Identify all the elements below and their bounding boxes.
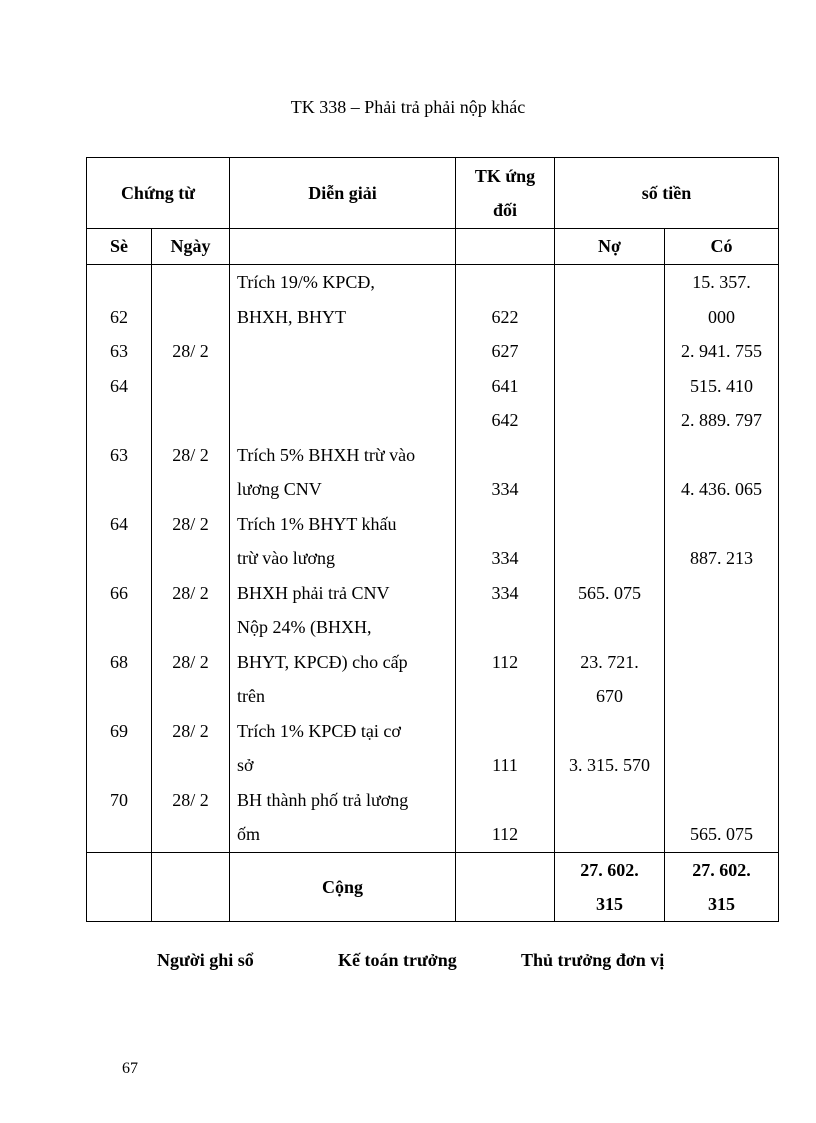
total-no	[555, 852, 665, 921]
page-title: TK 338 – Phải trả phải nộp khác	[290, 97, 526, 117]
column-ngay	[152, 265, 230, 853]
no-line	[555, 507, 664, 542]
column-tk	[456, 265, 555, 853]
so-line: 62	[110, 306, 128, 327]
ngay-line: 28/ 2	[172, 444, 209, 465]
tk-line: 112	[491, 824, 519, 844]
so-line: 66	[110, 582, 128, 603]
dien-giai-line: BHXH, BHYT	[237, 306, 347, 327]
so-line: 69	[110, 720, 128, 741]
so-line	[87, 403, 151, 438]
tk-line: 111	[492, 755, 518, 775]
no-lines	[555, 265, 664, 852]
column-so	[87, 265, 152, 853]
co-lines	[665, 265, 778, 852]
ngay-line	[152, 610, 229, 645]
dien-giai-line: BHYT, KPCĐ) cho cấp	[237, 651, 408, 672]
co-line: 515. 410	[690, 375, 753, 396]
so-line: 64	[110, 375, 128, 396]
co-line: 2. 941. 755	[681, 341, 762, 361]
so-line: 64	[110, 513, 128, 534]
ngay-line	[152, 403, 229, 438]
no-line	[555, 369, 664, 404]
dien-giai-line: BHXH phải trả CNV	[237, 582, 390, 603]
tk-line: 627	[491, 341, 519, 361]
co-line	[665, 438, 778, 473]
co-line	[665, 748, 778, 783]
tk-line: 112	[491, 651, 519, 672]
tk-line	[456, 714, 554, 749]
no-line	[555, 783, 664, 818]
no-line	[555, 438, 664, 473]
ngay-line	[152, 369, 229, 404]
no-line	[555, 541, 664, 576]
dien-giai-line: BH thành phố trả lương	[237, 789, 409, 810]
ngay-line: 28/ 2	[172, 341, 209, 361]
tk-lines	[456, 265, 554, 852]
tk-line	[456, 438, 554, 473]
column-dien-giai	[230, 265, 456, 853]
co-line: 000	[708, 306, 735, 327]
tk-line: 334	[491, 582, 519, 603]
ngay-line: 28/ 2	[172, 651, 209, 672]
no-line: 23. 721.	[580, 651, 639, 672]
no-line	[555, 610, 664, 645]
co-line: 887. 213	[690, 548, 753, 568]
so-line	[87, 610, 151, 645]
tk-line: 641	[491, 375, 519, 396]
dien-giai-line: Trích 1% KPCĐ tại cơ	[237, 720, 401, 741]
total-no-line-2: 315	[596, 893, 623, 914]
header-ngay: Ngày	[152, 229, 230, 265]
co-line	[665, 610, 778, 645]
tk-line	[456, 507, 554, 542]
no-line: 3. 315. 570	[569, 755, 650, 775]
dien-giai-line: trừ vào lương	[237, 548, 336, 568]
so-line: 70	[110, 789, 128, 810]
tk-line	[456, 679, 554, 714]
tk-line	[456, 783, 554, 818]
header-dien-giai: Diễn giải	[230, 158, 456, 229]
dien-giai-line	[230, 369, 455, 404]
entries-body	[87, 265, 779, 853]
tk-line	[456, 610, 554, 645]
co-line	[665, 507, 778, 542]
ngay-line	[152, 265, 229, 300]
ngay-line: 28/ 2	[172, 513, 209, 534]
no-line	[555, 265, 664, 300]
so-line	[87, 265, 151, 300]
signature-nguoi-ghi-so: Người ghi sổ	[157, 950, 254, 970]
dien-giai-line	[230, 403, 455, 438]
dien-giai-line: Trích 1% BHYT khấu	[237, 513, 397, 534]
total-label: Cộng	[230, 852, 456, 921]
so-line: 68	[110, 651, 128, 672]
header-tk-line-2: đối	[492, 200, 517, 220]
co-line: 15. 357.	[692, 272, 751, 292]
no-line	[555, 472, 664, 507]
ledger-table	[86, 157, 779, 922]
header-chung-tu: Chứng từ	[87, 158, 230, 229]
column-no	[555, 265, 665, 853]
co-line: 2. 889. 797	[681, 410, 762, 430]
so-lines	[87, 265, 151, 852]
no-line	[555, 714, 664, 749]
dien-giai-line: trên	[237, 686, 265, 706]
tk-line	[456, 265, 554, 300]
header-so: Sè	[87, 229, 152, 265]
co-line	[665, 576, 778, 611]
header-tk-line-1: TK ứng	[474, 166, 536, 186]
no-line	[555, 334, 664, 369]
signature-ke-toan-truong: Kế toán trưởng	[338, 950, 457, 970]
total-co-line-2: 315	[708, 893, 735, 914]
header-so-tien: số tiền	[555, 158, 779, 229]
so-line: 63	[110, 341, 128, 361]
header-tk-ung-doi	[456, 158, 555, 229]
so-line	[87, 541, 151, 576]
dien-giai-line: Nộp 24% (BHXH,	[237, 617, 372, 637]
ngay-lines	[152, 265, 229, 852]
tk-line: 334	[491, 548, 519, 568]
header-co: Có	[665, 229, 779, 265]
ngay-line	[152, 472, 229, 507]
ngay-line	[152, 300, 229, 335]
no-line: 565. 075	[578, 582, 641, 603]
so-line	[87, 748, 151, 783]
ngay-line	[152, 541, 229, 576]
dien-giai-line: sở	[237, 755, 254, 775]
dien-giai-line: Trích 19/% KPCĐ,	[237, 272, 375, 292]
dien-giai-line: ốm	[237, 824, 261, 844]
ngay-line	[152, 679, 229, 714]
co-line	[665, 645, 778, 680]
page-number: 67	[122, 1060, 138, 1077]
tk-line: 334	[491, 479, 519, 499]
column-co	[665, 265, 779, 853]
no-line: 670	[596, 686, 623, 706]
co-line	[665, 783, 778, 818]
total-row	[87, 852, 779, 921]
dien-giai-line: Trích 5% BHXH trừ vào	[237, 444, 416, 465]
so-line: 63	[110, 444, 128, 465]
total-empty-ngay	[152, 852, 230, 921]
tk-line: 642	[491, 410, 519, 430]
total-empty-tk	[456, 852, 555, 921]
header-row-main	[87, 158, 779, 229]
tk-line: 622	[491, 306, 519, 327]
ngay-line: 28/ 2	[172, 789, 209, 810]
dien-giai-line: lương CNV	[237, 479, 322, 499]
ngay-line: 28/ 2	[172, 582, 209, 603]
dien-giai-lines	[230, 265, 455, 852]
ngay-line: 28/ 2	[172, 720, 209, 741]
ngay-line	[152, 748, 229, 783]
so-line	[87, 472, 151, 507]
dien-giai-line	[230, 334, 455, 369]
header-empty-tk	[456, 229, 555, 265]
no-line	[555, 300, 664, 335]
header-row-sub	[87, 229, 779, 265]
co-line: 565. 075	[690, 824, 753, 844]
header-empty-dien-giai	[230, 229, 456, 265]
total-empty-so	[87, 852, 152, 921]
no-line	[555, 403, 664, 438]
so-line	[87, 817, 151, 852]
co-line	[665, 679, 778, 714]
signature-thu-truong: Thủ trưởng đơn vị	[521, 950, 665, 970]
so-line	[87, 679, 151, 714]
total-co	[665, 852, 779, 921]
no-line	[555, 817, 664, 852]
header-no: Nợ	[555, 229, 665, 265]
total-no-line-1: 27. 602.	[580, 859, 639, 880]
co-line	[665, 714, 778, 749]
ngay-line	[152, 817, 229, 852]
total-co-line-1: 27. 602.	[692, 859, 751, 880]
co-line: 4. 436. 065	[681, 479, 762, 499]
